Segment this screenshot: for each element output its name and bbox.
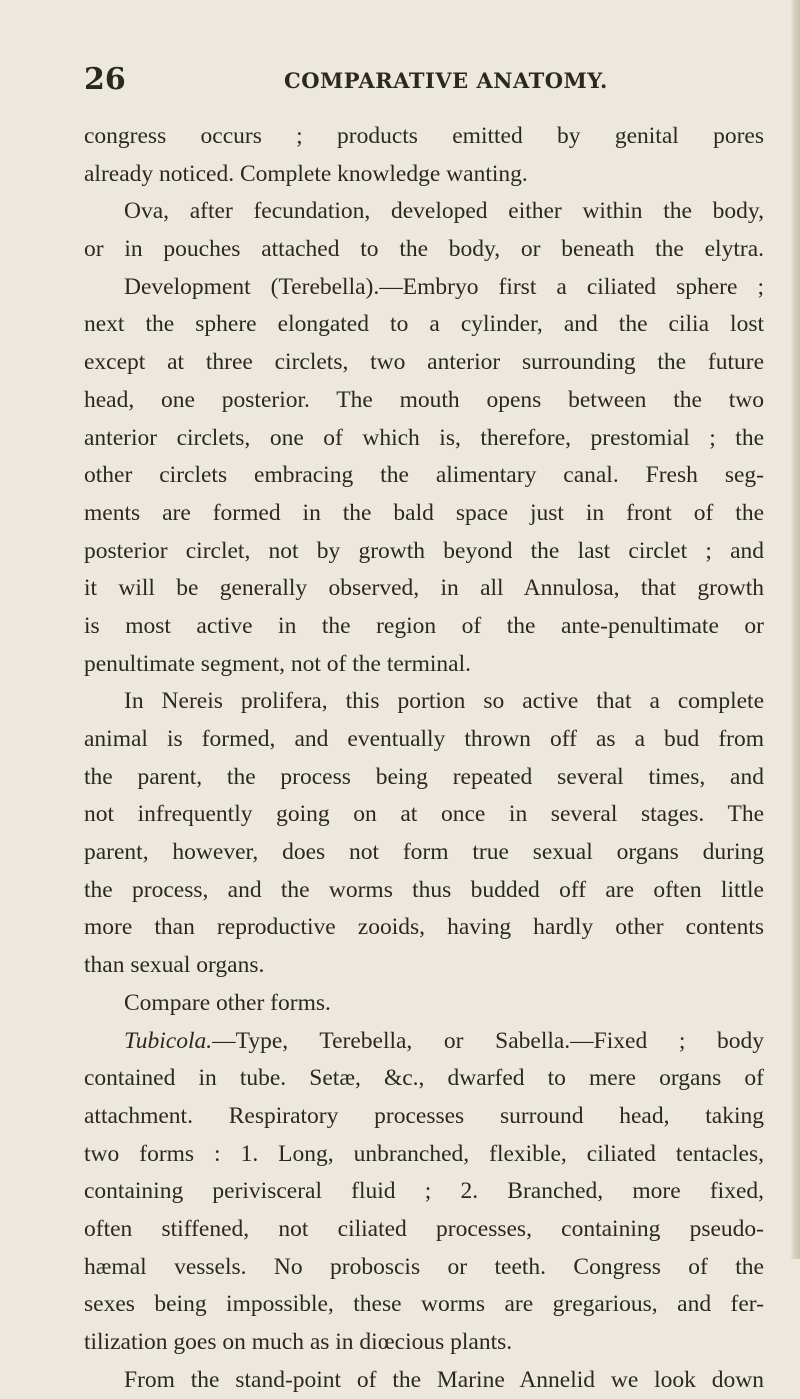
text-line: already noticed. Complete knowledge wanting. bbox=[84, 160, 528, 187]
text-line: anterior circlets, one of which is, therefore, prestomial ; the bbox=[84, 424, 764, 451]
text-line-tubicola bbox=[84, 1023, 764, 1061]
text-line: hæmal vessels. No proboscis or teeth. Congress of the bbox=[84, 1253, 764, 1280]
text-line: the process, and the worms thus budded off are often little bbox=[84, 876, 764, 903]
text-line: often stiffened, not ciliated processes, containing pseudo- bbox=[84, 1215, 764, 1242]
text-line: Development (Terebella).—Embryo first a ciliated sphere ; bbox=[124, 273, 764, 300]
text-line: tilization goes on much as in diœcious plants. bbox=[84, 1329, 513, 1355]
text-line: or in pouches attached to the body, or beneath the elytra. bbox=[84, 236, 764, 263]
running-head bbox=[84, 62, 764, 102]
text-line: the parent, the process being repeated several times, and bbox=[84, 763, 764, 790]
text-line: ments are formed in the bald space just in front of the bbox=[84, 499, 764, 526]
text-line: sexes being impossible, these worms are gregarious, and fer- bbox=[84, 1291, 764, 1318]
text-line: more than reproductive zooids, having hardly other contents bbox=[84, 914, 764, 941]
text-line: it will be generally observed, in all Annulosa, that growth bbox=[84, 575, 764, 602]
text-line: next the sphere elongated to a cylinder, and the cilia lost bbox=[84, 311, 764, 338]
text-line: penultimate segment, not of the terminal. bbox=[84, 650, 471, 677]
text-line: than sexual organs. bbox=[84, 952, 265, 979]
text-line: Compare other forms. bbox=[124, 989, 331, 1016]
text-line: In Nereis prolifera, this portion so active that a complete bbox=[124, 688, 764, 715]
text-fragment: —Type, Terebella, or Sabella.—Fixed ; body bbox=[212, 1027, 764, 1054]
text-line: Ova, after fecundation, developed either within the body, bbox=[124, 198, 764, 225]
text-line: head, one posterior. The mouth opens between the two bbox=[84, 386, 764, 413]
italic-term: Tubicola. bbox=[124, 1027, 213, 1054]
text-line: animal is formed, and eventually thrown off as a bud from bbox=[84, 726, 764, 752]
text-line: From the stand-point of the Marine Annelid we look down bbox=[124, 1366, 764, 1393]
page-number: 26 bbox=[84, 62, 126, 97]
text-line: contained in tube. Setæ, &c., dwarfed to mere organs of bbox=[84, 1065, 764, 1092]
text-line: posterior circlet, not by growth beyond the last circlet ; and bbox=[84, 537, 764, 564]
text-line: congress occurs ; products emitted by genital pores bbox=[84, 123, 764, 149]
text-line: is most active in the region of the ante-penultimate or bbox=[84, 612, 764, 639]
text-line: except at three circlets, two anterior surrounding the future bbox=[84, 349, 764, 376]
body-text bbox=[84, 118, 764, 1399]
text-line: other circlets embracing the alimentary canal. Fresh seg- bbox=[84, 462, 764, 489]
text-line: parent, however, does not form true sexual organs during bbox=[84, 839, 764, 866]
text-line: not infrequently going on at once in several stages. The bbox=[84, 801, 764, 828]
text-line: attachment. Respiratory processes surround head, taking bbox=[84, 1102, 764, 1129]
page-edge-shadow bbox=[790, 0, 800, 1259]
text-line: containing perivisceral fluid ; 2. Branched, more fixed, bbox=[84, 1178, 764, 1205]
text-line: two forms : 1. Long, unbranched, flexible, ciliated tentacles, bbox=[84, 1140, 764, 1167]
running-title: COMPARATIVE ANATOMY. bbox=[284, 68, 608, 93]
